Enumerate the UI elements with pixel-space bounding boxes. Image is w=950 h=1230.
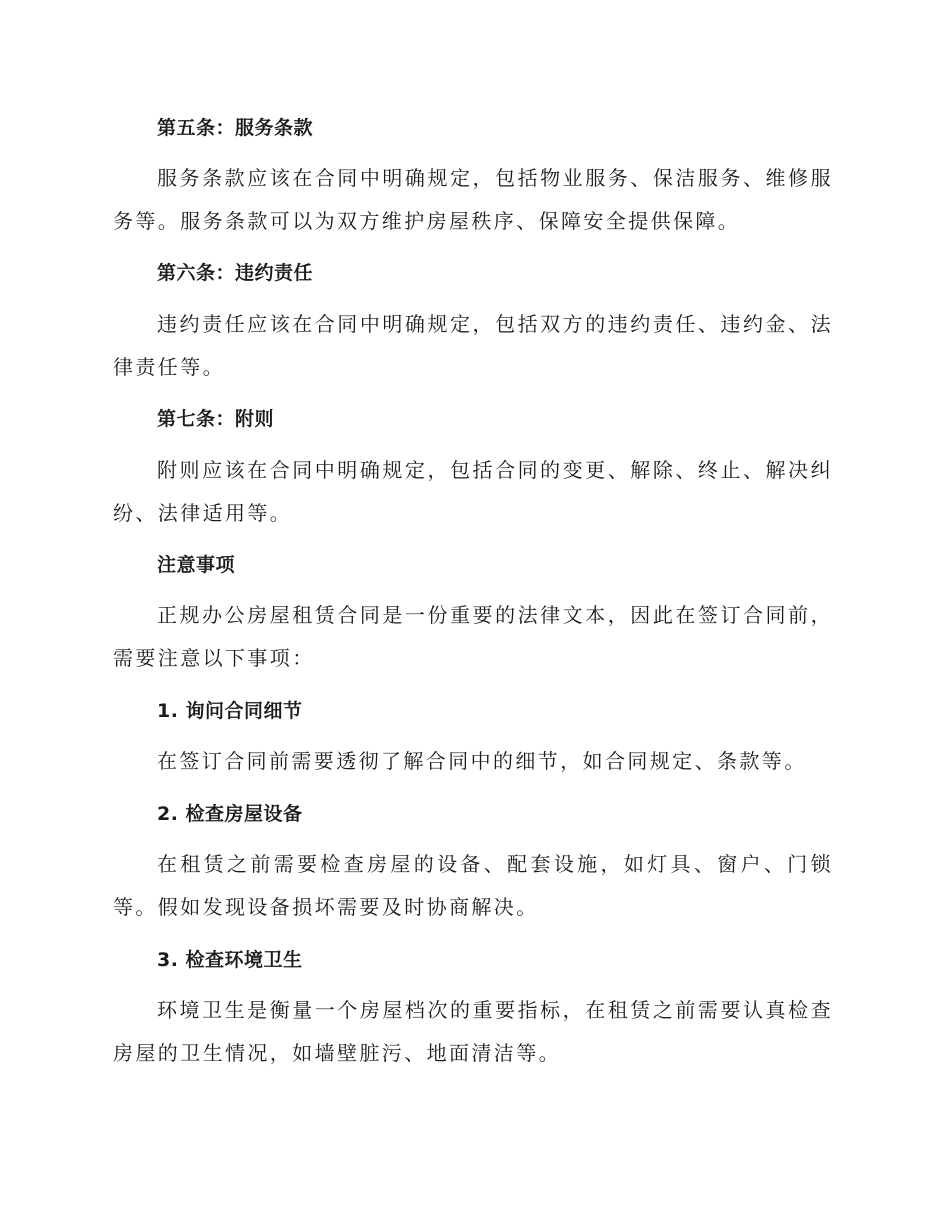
section-paragraph-supplementary: 附则应该在合同中明确规定，包括合同的变更、解除、终止、解决纠纷、法律适用等。 xyxy=(113,458,833,525)
section-heading-supplementary: 第七条：附则 xyxy=(157,408,275,430)
section-paragraph-notes: 正规办公房屋租赁合同是一份重要的法律文本，因此在签订合同前，需要注意以下事项： xyxy=(113,603,833,670)
section-heading-contract-details: 1. 询问合同细节 xyxy=(157,700,303,722)
section-paragraph-house-equipment: 在租赁之前需要检查房屋的设备、配套设施，如灯具、窗户、门锁等。假如发现设备损坏需要及时协商解决。 xyxy=(113,852,833,919)
section-heading-service-terms: 第五条：服务条款 xyxy=(157,117,314,139)
section-paragraph-hygiene: 环境卫生是衡量一个房屋档次的重要指标，在租赁之前需要认真检查房屋的卫生情况，如墙壁脏污、地面清洁等。 xyxy=(113,998,833,1065)
section-paragraph-service-terms: 服务条款应该在合同中明确规定，包括物业服务、保洁服务、维修服务等。服务条款可以为双方维护房屋秩序、保障安全提供保障。 xyxy=(113,166,833,233)
section-paragraph-contract-details: 在签订合同前需要透彻了解合同中的细节，如合同规定、条款等。 xyxy=(157,749,807,773)
section-heading-liability: 第六条：违约责任 xyxy=(157,262,314,284)
section-paragraph-liability: 违约责任应该在合同中明确规定，包括双方的违约责任、违约金、法律责任等。 xyxy=(113,312,833,379)
section-heading-hygiene: 3. 检查环境卫生 xyxy=(157,949,303,971)
section-heading-notes: 注意事项 xyxy=(157,554,236,576)
section-heading-house-equipment: 2. 检查房屋设备 xyxy=(157,803,303,825)
